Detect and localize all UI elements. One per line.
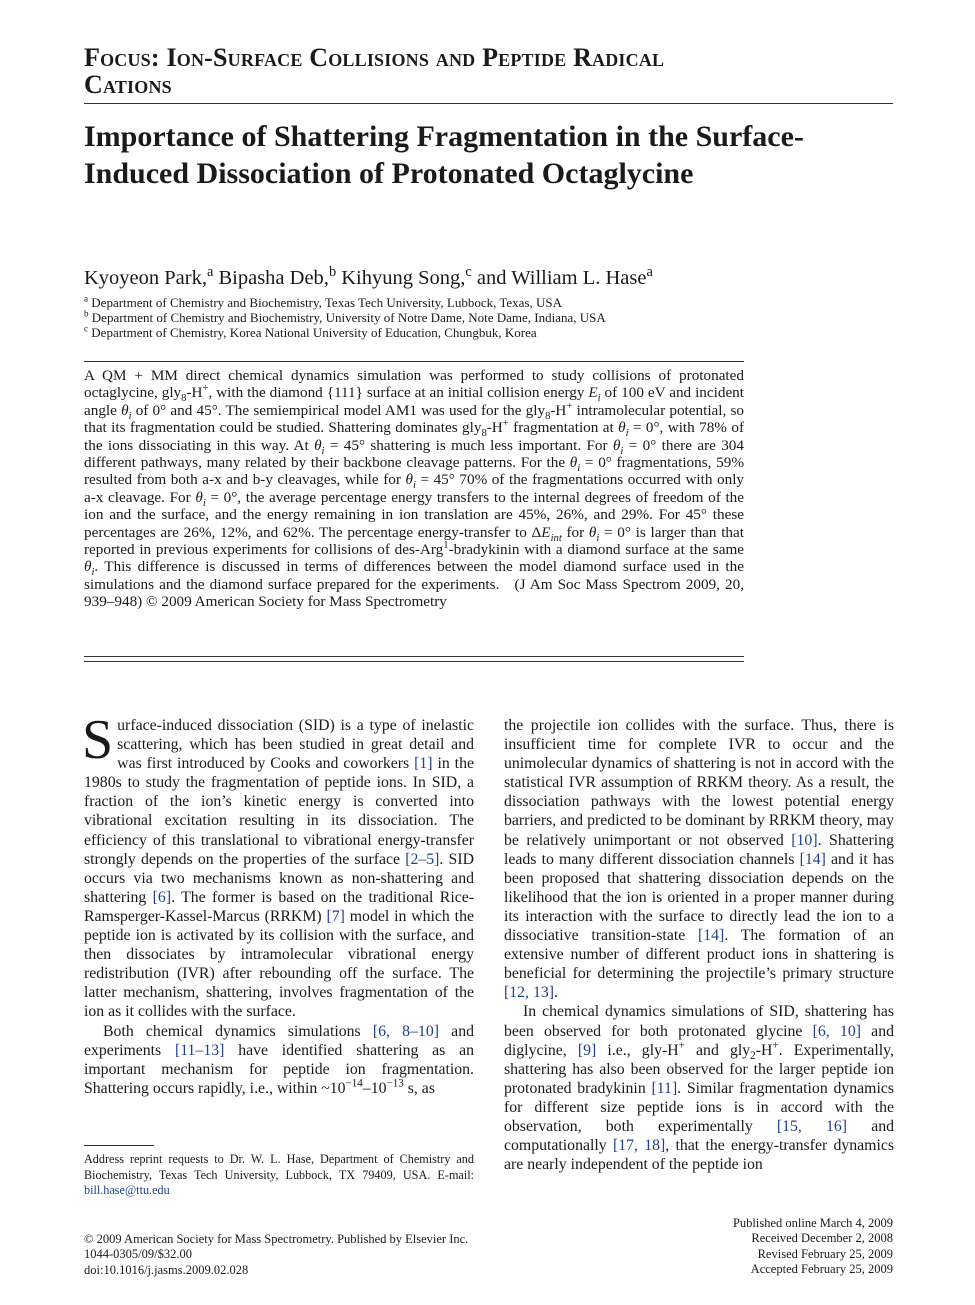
affiliation: $^a$ Department of Chemistry and Biochemistry, Texas Tech University, Lubbock, Texas, USA <box>84 293 563 310</box>
author-name: Kihyung Song, <box>341 267 466 289</box>
abstract-citation: (J Am Soc Mass Spectrom 2009, 20, 939–948) © 2009 American Society for Mass Spectrometry <box>84 575 745 611</box>
citation-link[interactable]: [1] <box>414 755 433 773</box>
issn: 1044-0305/09/$32.00 <box>84 1247 192 1262</box>
author-name: Bipasha Deb, <box>218 267 329 289</box>
footer-dates <box>733 1216 893 1277</box>
copyright: © 2009 American Society for Mass Spectrometry. Published by Elsevier Inc. <box>84 1232 469 1246</box>
body-column-right <box>504 716 894 1174</box>
citation-link[interactable]: [6, 10] <box>812 1022 861 1040</box>
citation-link[interactable]: [17, 18] <box>612 1137 666 1155</box>
citation-link[interactable]: [14] <box>799 850 826 868</box>
citation-link[interactable]: [6, 8–10] <box>372 1022 439 1040</box>
author-list <box>84 264 653 290</box>
author-mark: b <box>328 264 337 281</box>
affiliation: $^b$ Department of Chemistry and Biochemistry, University of Notre Dame, Note Dame, Indiana, USA <box>84 308 606 325</box>
focus-line-1: Focus: Ion-Surface Collisions and Peptide Radical <box>84 43 665 72</box>
article-title: Importance of Shattering Fragmentation in the Surface-Induced Dissociation of Protonated Octaglycine <box>84 120 804 190</box>
citation-link[interactable]: [9] <box>577 1041 597 1059</box>
abstract-bottom-rule <box>84 656 744 657</box>
author-mark: a <box>646 264 653 281</box>
revised-date: Revised February 25, 2009 <box>757 1246 893 1261</box>
drop-cap: S <box>82 709 114 771</box>
abstract-bottom-rule-2 <box>84 661 744 662</box>
abstract: A QM + MM direct chemical dynamics simulation was performed to study collisions of protonated octaglycine, gly$_8$-H+, with the diamond {111} surface at an initial collision energy $E_i$ of 100 eV and incident angle $\theta_i$ of 0° and 45°. The semiempirical model AM1 was used for the gly$_8$-H+ intramolecular potential, so that its fragmentation could be studied. Shattering dominates gly$_8$-H+ fragmentation at $\theta_i = 0^\circ$, with 78% of the ions dissociating in this way. At $\theta_i = 45^\circ$ shattering is much less important. For $\theta_i = 0^\circ$ there are 304 different pathways, many related by their backbone cleavage patterns. For the $\theta_i = 0^\circ$ fragmentations, 59% resulted from both a-x and b-y cleavages, while for $\theta_i = 45^\circ$ 70% of the fragmentations occurred with only a-x cleavage. For $\theta_i = 0^\circ$, the average percentage energy transfers to the internal degrees of freedom of the ion and the surface, and the energy remaining in ion translation are 45%, 26%, and 29%. For 45° these percentages are 26%, 12%, and 62%. The percentage energy-transfer to $\Delta E_{int}$ for $\theta_i = 0^\circ$ is larger than that reported in previous experiments for collisions of des-Arg$^1$-bradykinin with a diamond surface at the same $\theta_i$. This difference is discussed in terms of differences between the model diamond surface used in the simulations and the diamond surface prepared for the experiments. (J Am Soc Mass Spectrom 2009, 20, 939–948) © 2009 American Society for Mass Spectrometry <box>84 367 745 611</box>
section-focus-header <box>84 44 899 98</box>
doi: doi:10.1016/j.jasms.2009.02.028 <box>84 1262 249 1277</box>
citation-link[interactable]: [2–5] <box>405 850 440 868</box>
citation-link[interactable]: [14] <box>698 927 725 945</box>
citation-link[interactable]: [12, 13] <box>504 984 555 1002</box>
paragraph: the projectile ion collides with the surface. Thus, there is insufficient time for complete IVR to occur and the unimolecular dynamics of shattering is not in accord with the statistical IVR assumption of RRKM theory. As a result, the dissociation pathways with the lowest potential energy barriers, and predicted to be dominant by RRKM theory, may be relatively unimportant or not observed [10]. Shattering leads to many different dissociation channels [14] and it has been proposed that shattering dissociation depends on the likelihood that the ion is oriented in a proper manner during its interaction with the surface to directly lead the ion to a dissociative transition-state [14]. The formation of an extensive number of different product ions in shattering is beneficial for determining the projectile’s primary structure [12, 13]. <box>504 717 894 1002</box>
author-mark: c <box>465 264 472 281</box>
footnote-rule <box>84 1145 154 1146</box>
email-link[interactable]: bill.hase@ttu.edu <box>84 1183 170 1198</box>
footer-left <box>84 1232 468 1278</box>
footnote: Address reprint requests to Dr. W. L. Hase, Department of Chemistry and Biochemistry, Texas Tech University, Lubbock, TX 79409, USA. E-mail: bill.hase@ttu.edu <box>84 1152 474 1198</box>
citation-link[interactable]: [10] <box>791 831 818 849</box>
citation-link[interactable]: [11–13] <box>174 1041 225 1059</box>
accepted-date: Accepted February 25, 2009 <box>750 1261 893 1276</box>
author-name: and William L. Hase <box>476 267 647 289</box>
paragraph: Both chemical dynamics simulations [6, 8–10] and experiments [11–13] have identified shattering as an important mechanism for peptide ion fragmentation. Shattering occurs rapidly, i.e., within $\sim 10^{-14}-10^{-13}$ s, as <box>84 1022 474 1097</box>
affiliation: $^c$ Department of Chemistry, Korea National University of Education, Chungbuk, Korea <box>84 323 537 340</box>
published-date: Published online March 4, 2009 <box>732 1216 893 1230</box>
author-name: Kyoyeon Park, <box>84 267 207 289</box>
citation-link[interactable]: [15, 16] <box>776 1117 848 1135</box>
citation-link[interactable]: [7] <box>326 907 345 925</box>
received-date: Received December 2, 2008 <box>751 1231 893 1246</box>
paragraph: Surface-induced dissociation (SID) is a type of inelastic scattering, which has been studied in great detail and was first introduced by Cooks and coworkers [1] in the 1980s to study the fragmentation of peptide ions. In SID, a fraction of the ion’s kinetic energy is converted into vibrational excitation resulting in its dissociation. The efficiency of this translational to vibrational energy-transfer strongly depends on the properties of the surface [2–5]. SID occurs via two mechanisms known as non-shattering and shattering [6]. The former is based on the traditional Rice-Ramsperger-Kassel-Marcus (RRKM) [7] model in which the peptide ion is activated by its collision with the surface, and then dissociates by intramolecular vibrational energy redistribution (IVR) after rebounding off the surface. The latter mechanism, shattering, involves fragmentation of the ion as it collides with the surface. <box>82 709 474 1021</box>
author-mark: a <box>206 264 214 281</box>
focus-line-2: Cations <box>84 70 172 99</box>
citation-link[interactable]: [6] <box>152 888 172 906</box>
header-rule <box>84 103 893 104</box>
citation-link[interactable]: [11] <box>651 1079 678 1097</box>
paragraph: In chemical dynamics simulations of SID, shattering has been observed for both protonated glycine [6, 10] and diglycine, [9] i.e., gly-H+ and gly$_2$-H+. Experimentally, shattering has also been observed for the larger peptide ion protonated bradykinin [11]. Similar fragmentation dynamics for different size peptide ions is in accord with the observation, both experimentally [15, 16] and computationally [17, 18], that the energy-transfer dynamics are nearly independent of the peptide ion <box>504 1003 895 1174</box>
body-column-left <box>82 709 474 1098</box>
abstract-top-rule <box>84 361 744 362</box>
